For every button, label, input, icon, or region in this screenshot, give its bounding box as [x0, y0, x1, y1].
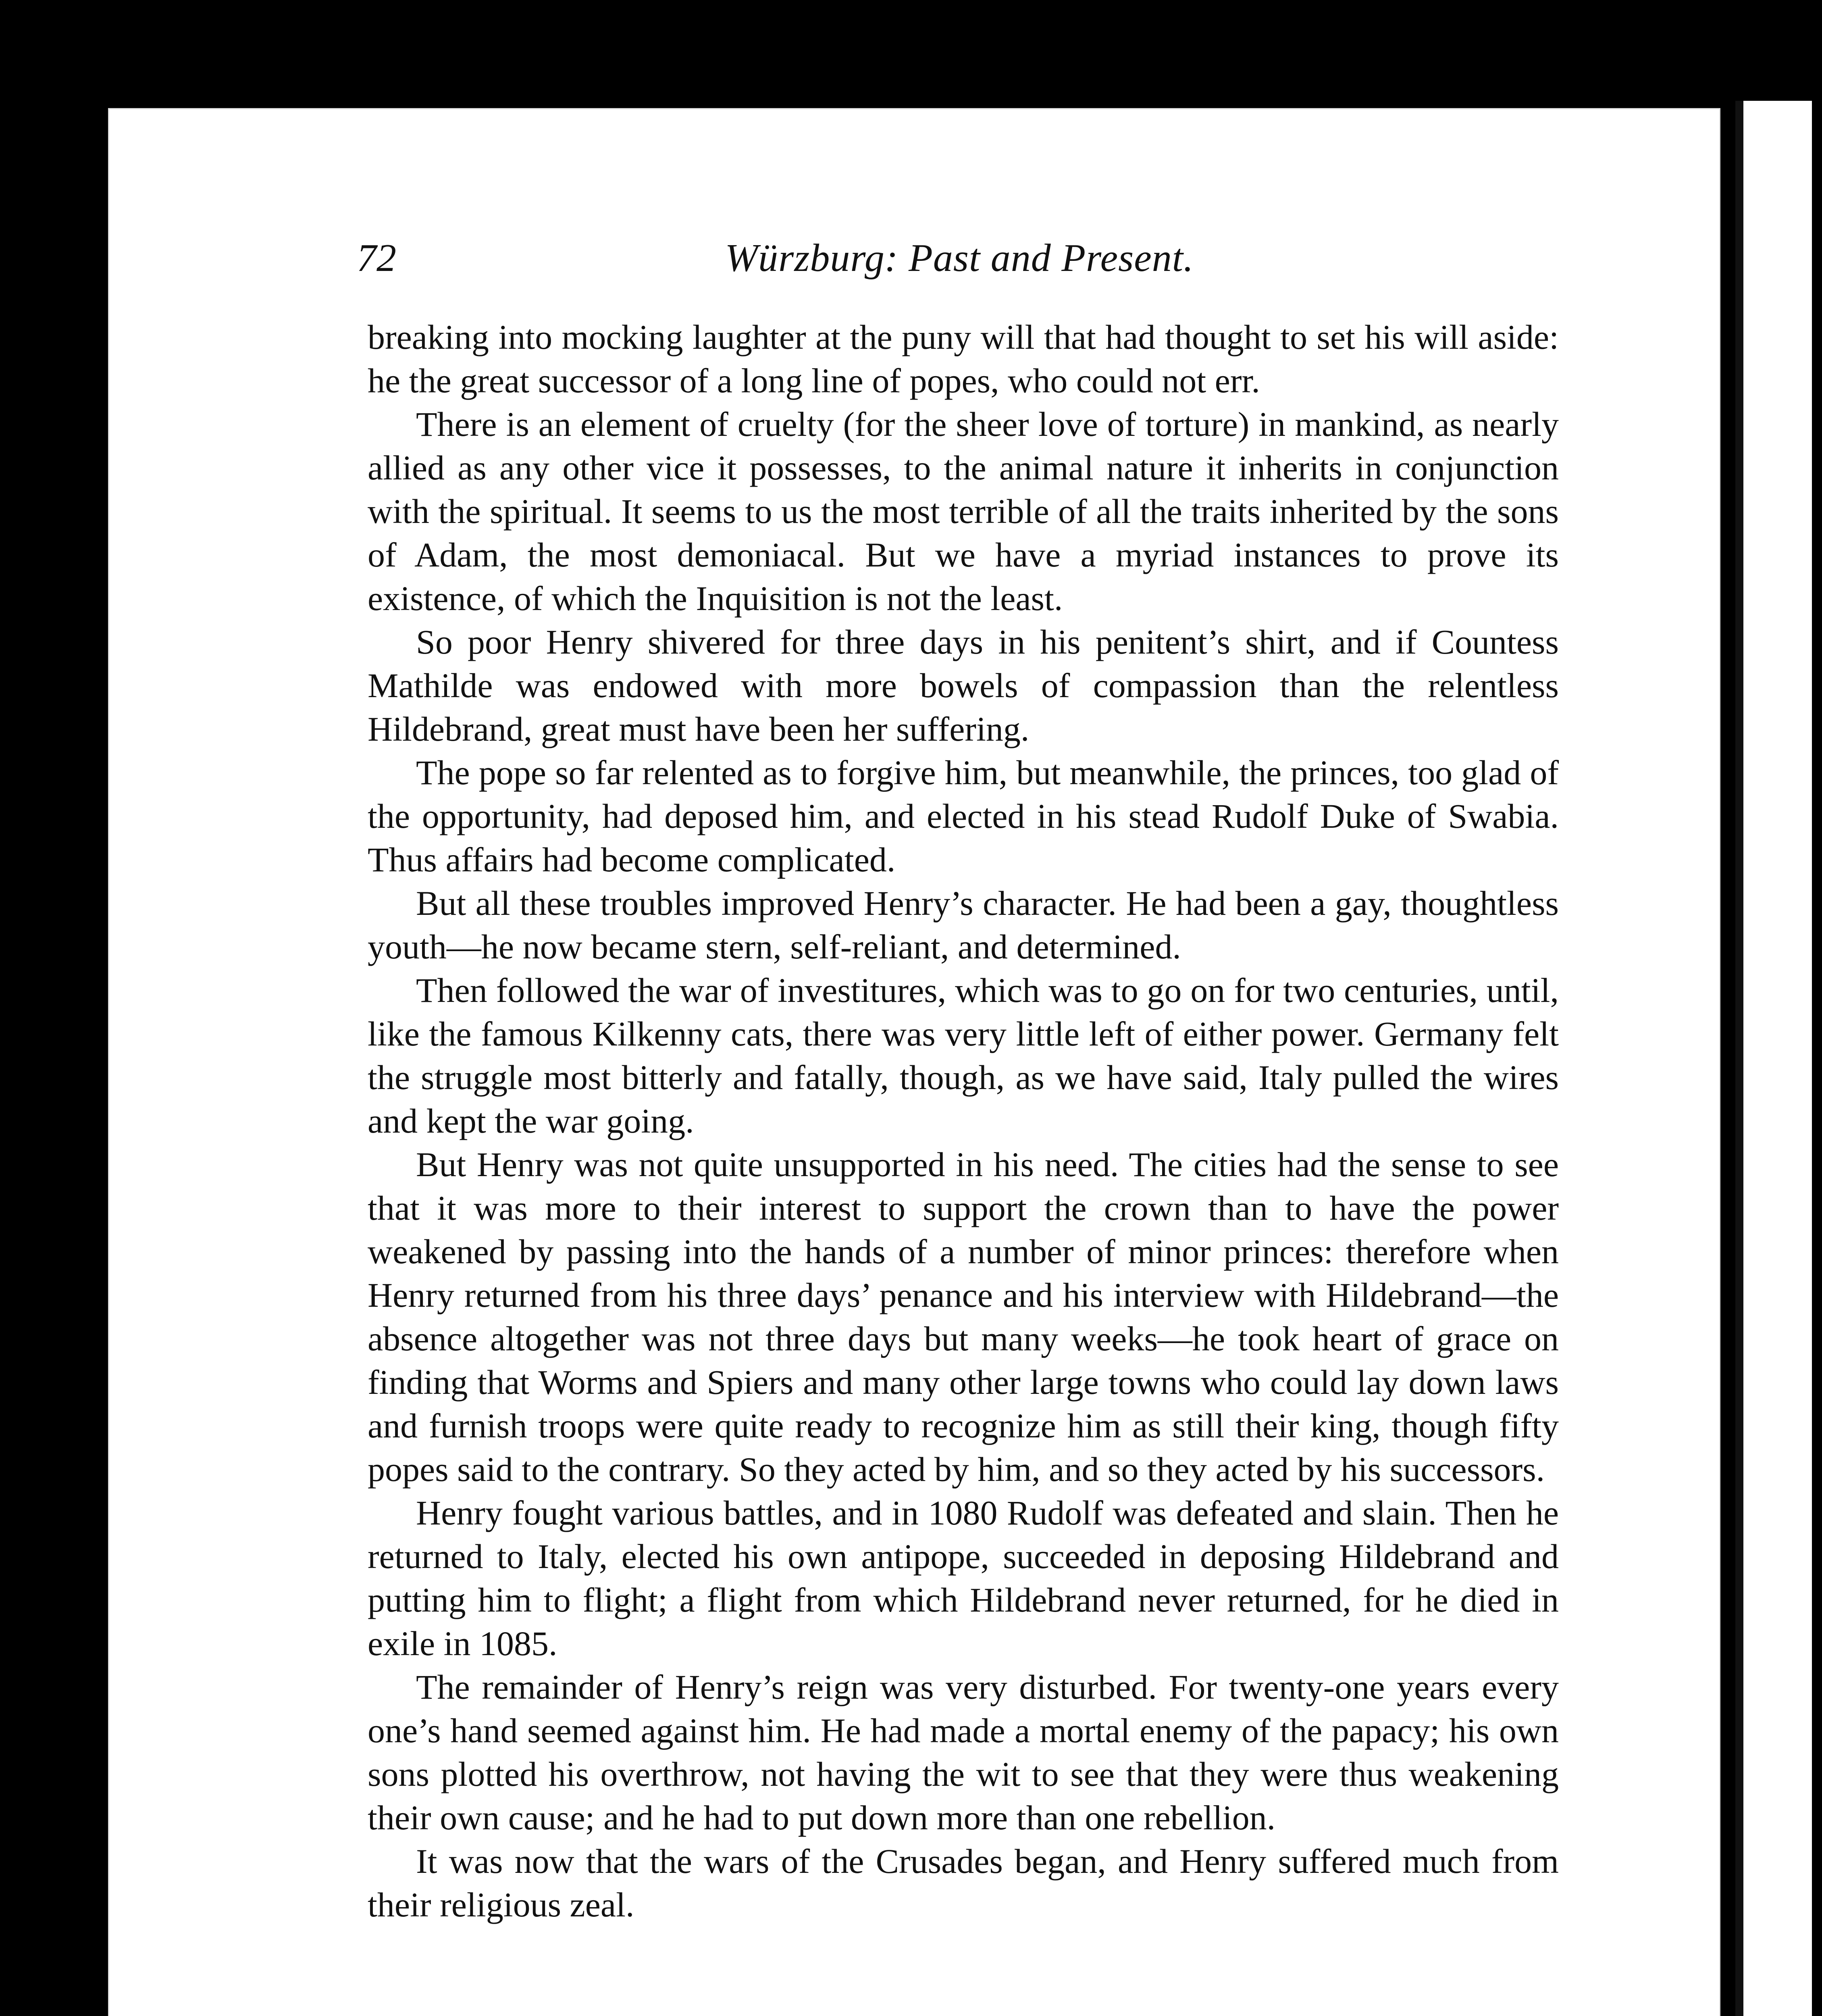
page-header: [357, 230, 1562, 286]
paragraph: It was now that the wars of the Crusades began, and Henry suffered much from their religious zeal.: [368, 1842, 1559, 1924]
page-number: 72: [357, 236, 396, 280]
paragraph: But all these troubles improved Henry’s character. He had been a gay, thoughtless youth—he now became stern, self-reliant, and determined.: [368, 884, 1559, 966]
paragraph: The remainder of Henry’s reign was very disturbed. For twenty-one years every one’s hand seemed against him. He had made a mortal enemy of the papacy; his own sons plotted his overthrow, not having the wit to see that they were thus weakening their own cause; and he had to put down more than one rebellion.: [368, 1668, 1559, 1837]
paragraph: The pope so far relented as to forgive him, but meanwhile, the princes, too glad of the opportunity, had deposed him, and elected in his stead Rudolf Duke of Swabia. Thus affairs had become complicated.: [368, 753, 1559, 879]
paragraph: But Henry was not quite unsupported in his need. The cities had the sense to see that it was more to their interest to support the crown than to have the power weakened by passing into the hands of a number of minor princes: therefore when Henry returned from his three days’ penance and his interview with Hildebrand—the absence altogether was not three days but many weeks—he took heart of grace on finding that Worms and Spiers and many other large towns who could lay down laws and furnish troops were quite ready to recognize him as still their king, though fifty popes said to the contrary. So they acted by him, and so they acted by his successors.: [368, 1145, 1559, 1489]
adjacent-page-edge: [1735, 101, 1812, 2016]
running-title: Würzburg: Past and Present.: [725, 236, 1194, 280]
body-text: [368, 315, 1559, 1926]
paragraph: There is an element of cruelty (for the sheer love of torture) in mankind, as nearly allied as any other vice it possesses, to the animal nature it inherits in conjunction with the spiritual. It seems to us the most terrible of all the traits inherited by the sons of Adam, the most demoniacal. But we have a myriad instances to prove its existence, of which the Inquisition is not the least.: [368, 405, 1559, 618]
paragraph: So poor Henry shivered for three days in his penitent’s shirt, and if Countess Mathilde was endowed with more bowels of compassion than the relentless Hildebrand, great must have been her suffering.: [368, 623, 1559, 748]
paragraph: Then followed the war of investitures, which was to go on for two centuries, until, like the famous Kilkenny cats, there was very little left of either power. Germany felt the struggle most bitterly and fatally, though, as we have said, Italy pulled the wires and kept the war going.: [368, 971, 1559, 1140]
paragraph: Henry fought various battles, and in 1080 Rudolf was defeated and slain. Then he returned to Italy, elected his own antipope, succeeded in deposing Hildebrand and putting him to flight; a flight from which Hildebrand never returned, for he died in exile in 1085.: [368, 1493, 1559, 1663]
paragraph: breaking into mocking laughter at the puny will that had thought to set his will aside: he the great successor of a long line of popes, who could not err.: [368, 318, 1559, 400]
